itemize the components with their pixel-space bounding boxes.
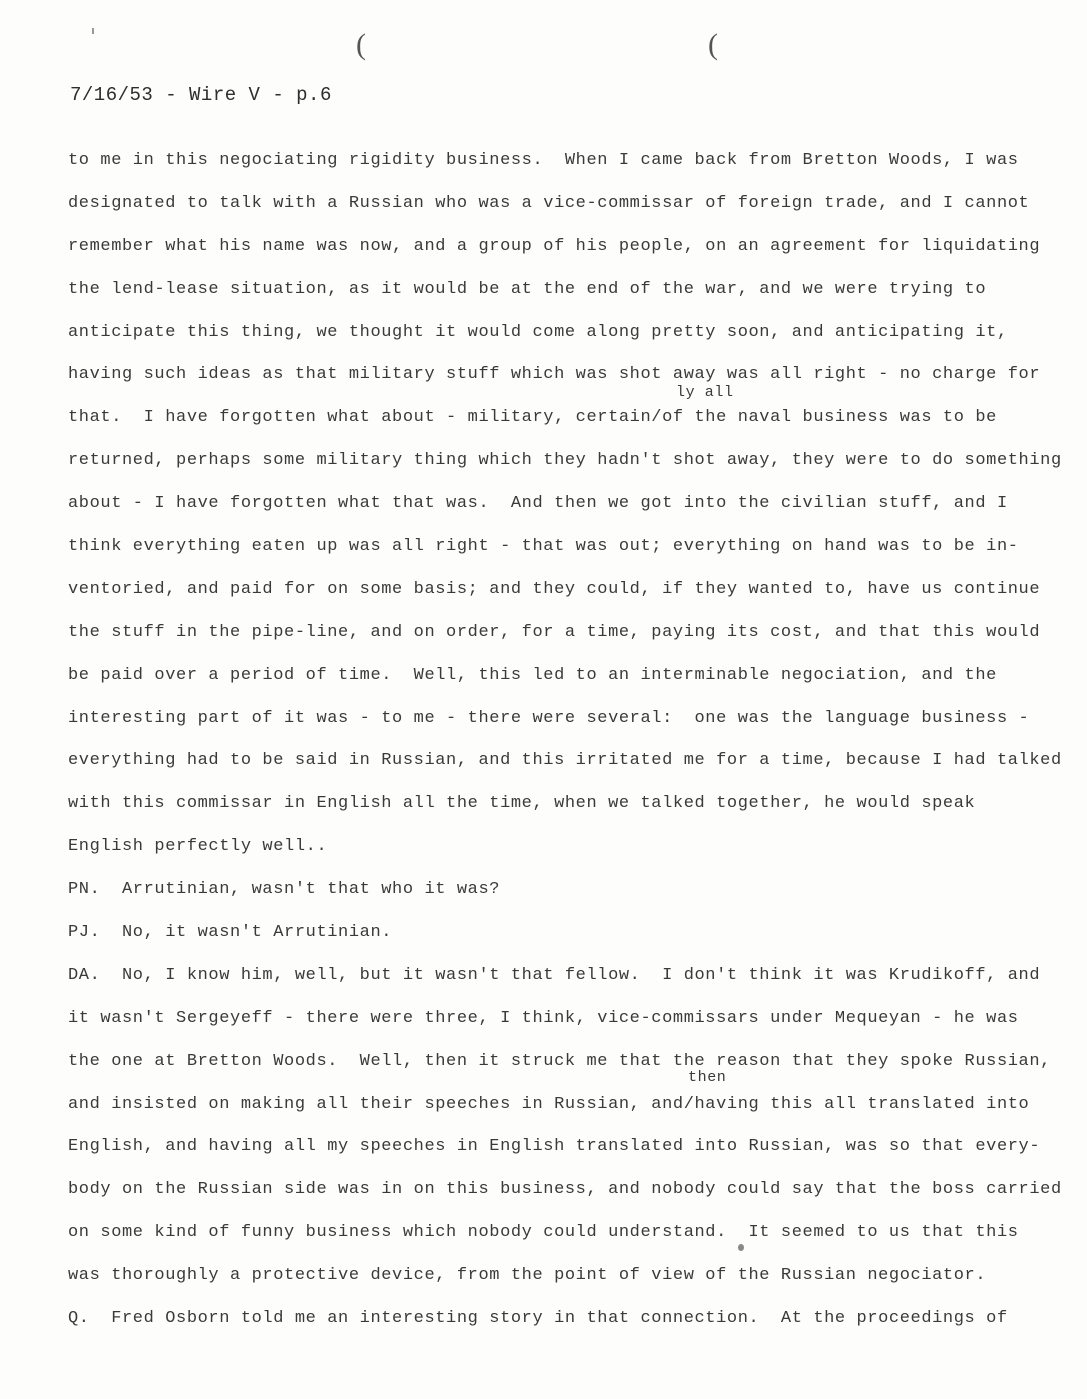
text-line: returned, perhaps some military thing which they hadn't shot away, they were to do something — [68, 451, 1062, 471]
interlinear-insert-1: ly all — [676, 384, 734, 401]
page-header: 7/16/53 - Wire V - p.6 — [70, 84, 332, 106]
text-line: English, and having all my speeches in English translated into Russian, was so that every- — [68, 1137, 1041, 1157]
text-line: remember what his name was now, and a group of his people, on an agreement for liquidating — [68, 236, 1041, 256]
text-line: designated to talk with a Russian who was a vice-commissar of foreign trade, and I cannot — [68, 193, 1030, 213]
text-line: was thoroughly a protective device, from the point of view of the Russian negociator. — [68, 1266, 987, 1286]
speaker-line-da: DA. No, I know him, well, but it wasn't that fellow. I don't think it was Krudikoff, and — [68, 965, 1041, 985]
text-line: it wasn't Sergeyeff - there were three, I think, vice-commissars under Mequeyan - he was — [68, 1008, 1019, 1028]
text-line: ventoried, and paid for on some basis; and they could, if they wanted to, have us continue — [68, 579, 1041, 599]
text-line: anticipate this thing, we thought it would come along pretty soon, and anticipating it, — [68, 322, 1008, 342]
text-line: think everything eaten up was all right - that was out; everything on hand was to be in- — [68, 537, 1019, 557]
speaker-line-q: Q. Fred Osborn told me an interesting story in that connection. At the proceedings of — [68, 1309, 1008, 1329]
text-line: English perfectly well.. — [68, 837, 328, 857]
text-line: about - I have forgotten what that was. And then we got into the civilian stuff, and I — [68, 494, 1008, 514]
text-line: interesting part of it was - to me - there were several: one was the language business - — [68, 708, 1030, 728]
text-line: on some kind of funny business which nobody could understand. It seemed to us that this — [68, 1223, 1019, 1243]
interlinear-insert-2: then — [688, 1069, 727, 1086]
right-paren-mark: ( — [708, 28, 718, 61]
margin-mark — [92, 28, 94, 34]
text-line: the lend-lease situation, as it would be at the end of the war, and we were trying to — [68, 279, 987, 299]
text-line: having such ideas as that military stuff which was shot away was all right - no charge for — [68, 365, 1041, 385]
text-line: be paid over a period of time. Well, this led to an interminable negociation, and the — [68, 665, 997, 685]
speaker-line-pj: PJ. No, it wasn't Arrutinian. — [68, 923, 393, 943]
text-line: the one at Bretton Woods. Well, then it struck me that the reason that they spoke Russian, — [68, 1051, 1051, 1071]
text-line: with this commissar in English all the time, when we talked together, he would speak — [68, 794, 976, 814]
text-line: to me in this negociating rigidity business. When I came back from Bretton Woods, I was — [68, 151, 1019, 170]
left-paren-mark: ( — [356, 28, 366, 61]
text-line: everything had to be said in Russian, and this irritated me for a time, because I had talked — [68, 751, 1062, 771]
speaker-line-pn: PN. Arrutinian, wasn't that who it was? — [68, 880, 501, 900]
ink-smudge — [738, 1244, 744, 1251]
text-line: that. I have forgotten what about - military, certain/of the naval business was to be — [68, 408, 997, 428]
text-line: the stuff in the pipe-line, and on order, for a time, paying its cost, and that this would — [68, 622, 1041, 642]
transcript-body — [68, 140, 1062, 1341]
text-line: and insisted on making all their speeches in Russian, and/having this all translated into — [68, 1094, 1030, 1114]
text-line: body on the Russian side was in on this business, and nobody could say that the boss carried — [68, 1180, 1062, 1200]
